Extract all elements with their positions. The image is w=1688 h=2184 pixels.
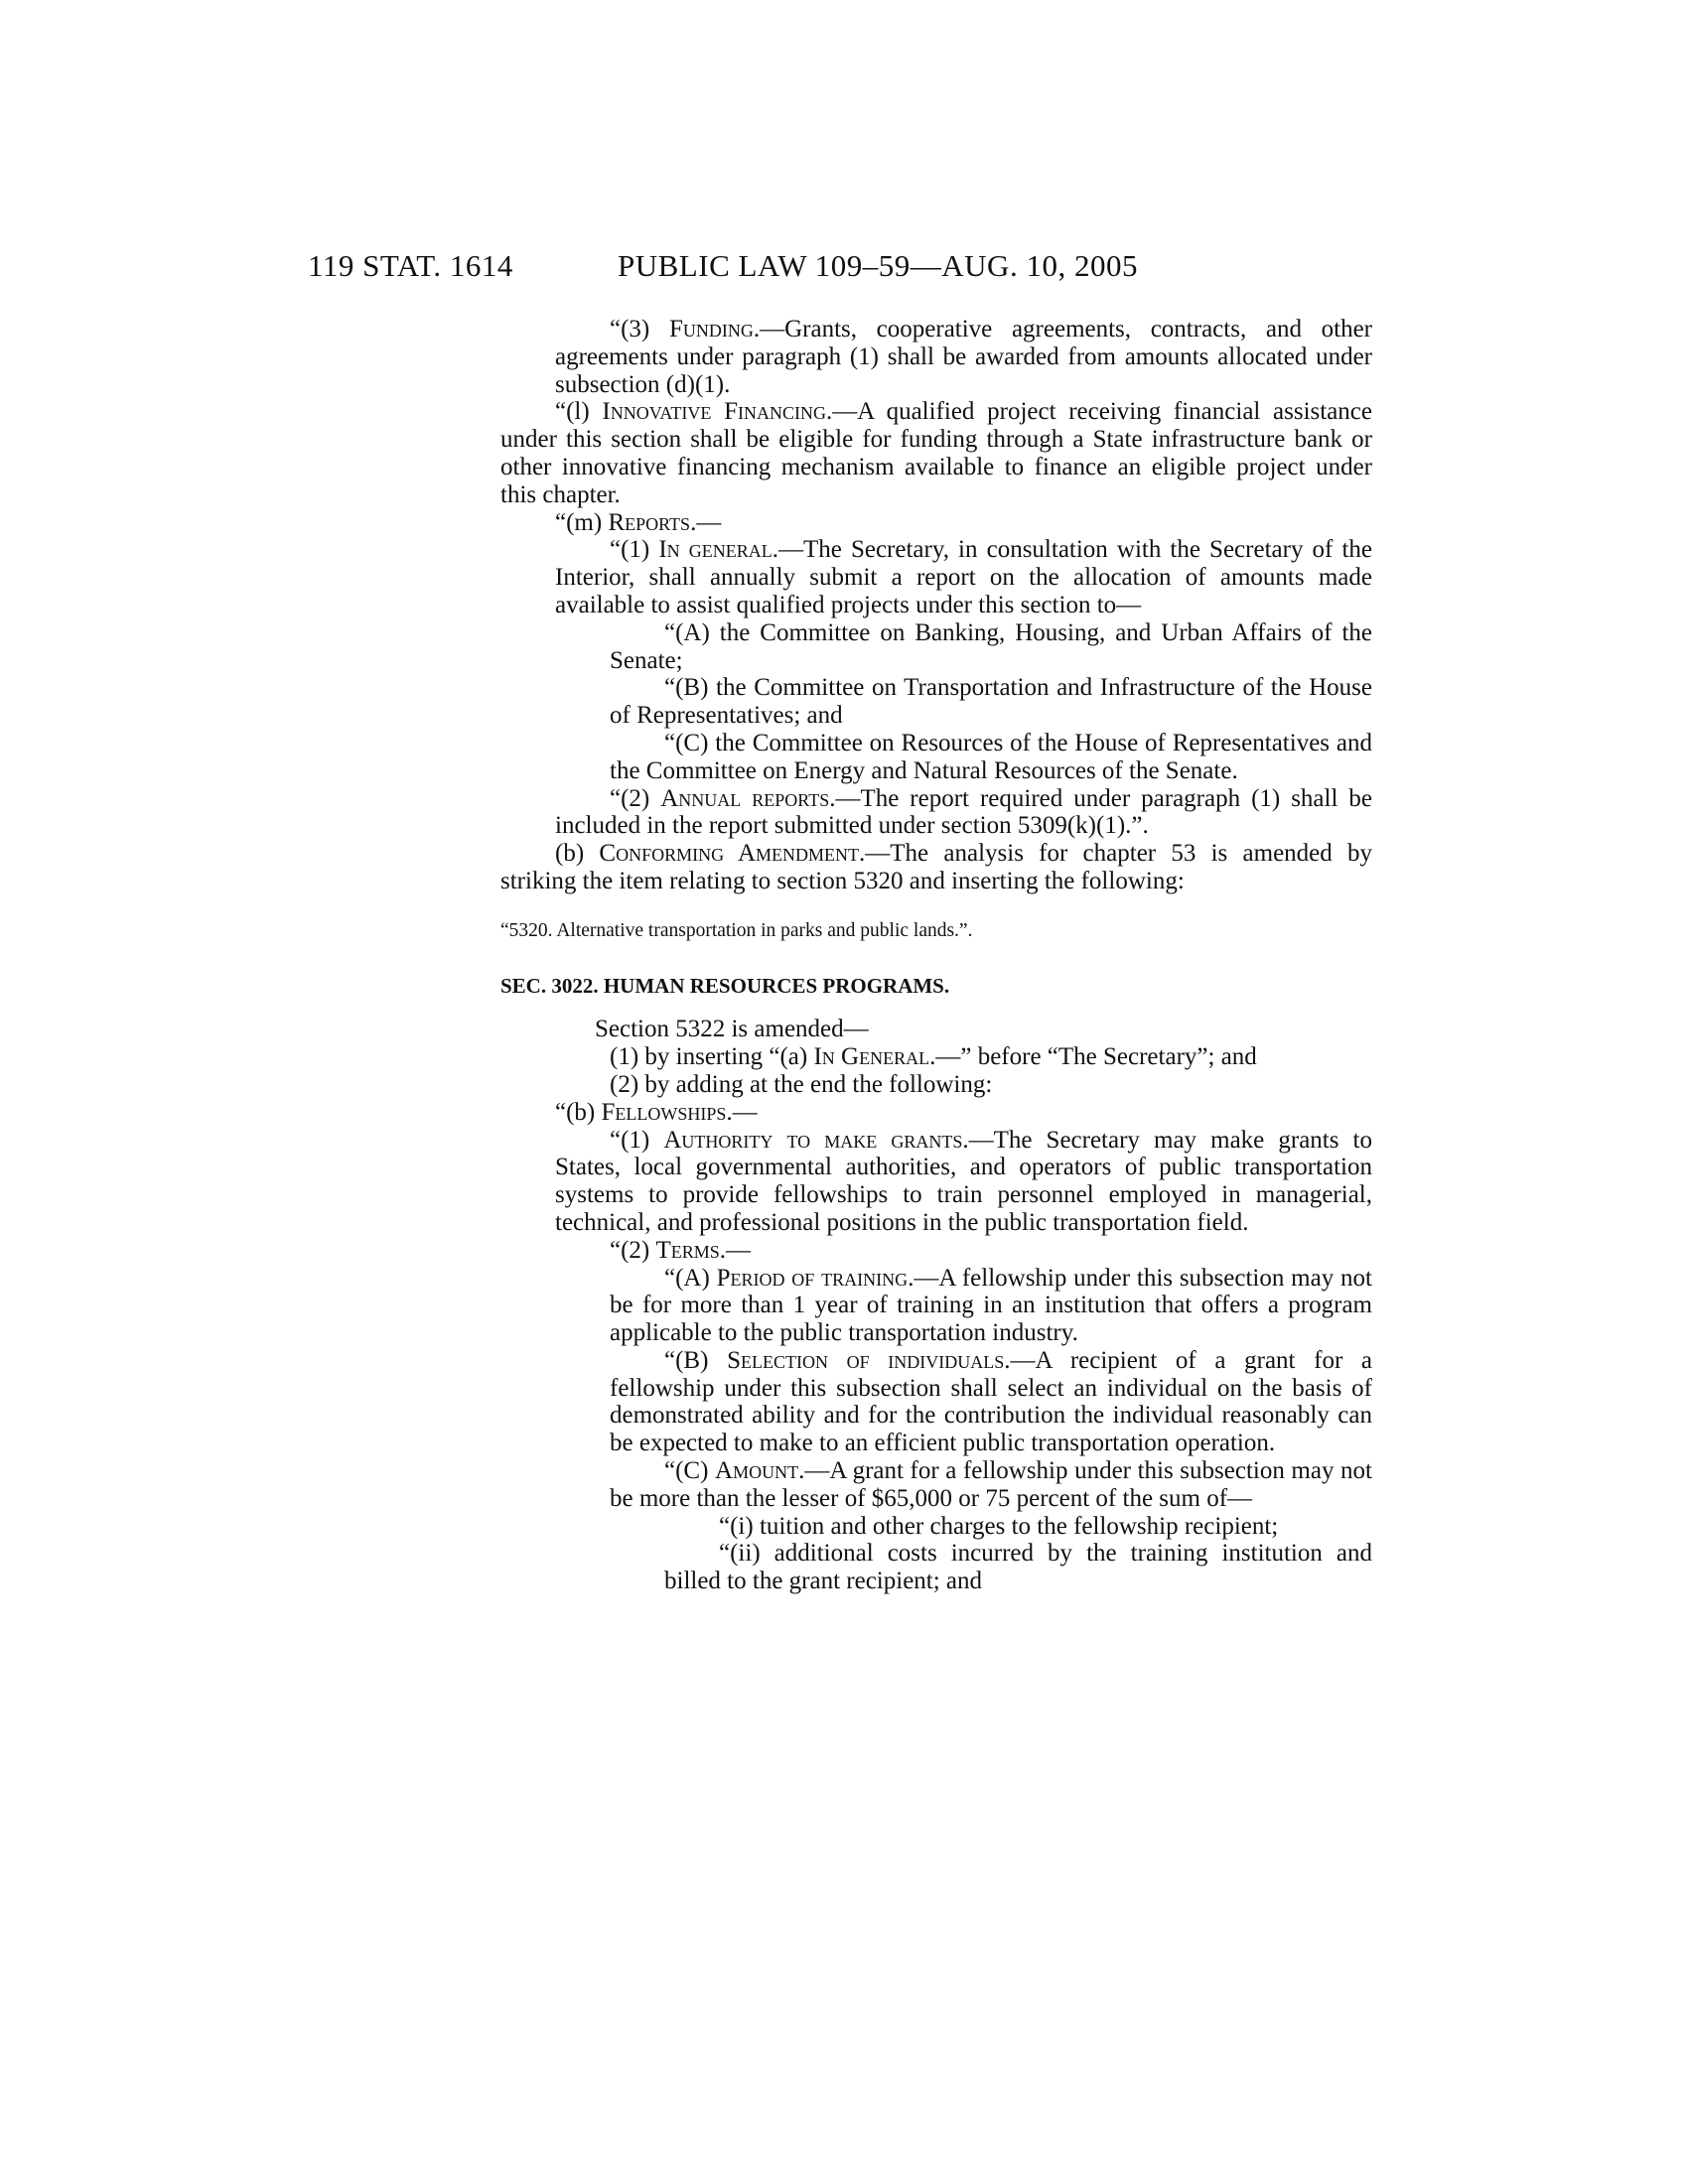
paragraph-committee-a: “(A) the Committee on Banking, Housing, and Urban Affairs of the Senate; <box>610 618 1372 674</box>
paragraph-innovative-financing: “(l) Innovative Financing.—A qualified project receiving financial assistance under this section shall be eligible for funding through a State infrastructure bank or other innovative financing mechanism available to finance an eligible project under this chapter. <box>500 398 1373 508</box>
paragraph-section-amended: Section 5322 is amended— <box>595 1016 869 1043</box>
paragraph-reports: “(m) Reports.— <box>555 508 722 536</box>
paragraph-tuition: “(i) tuition and other charges to the fellowship recipient; <box>719 1512 1279 1540</box>
paragraph-amendment-1: (1) by inserting “(a) In General.—” before “The Secretary”; and <box>610 1043 1257 1071</box>
paragraph-conforming-amendment: (b) Conforming Amendment.—The analysis for chapter 53 is amended by striking the item relating to section 5320 and inserting the following: <box>500 840 1373 894</box>
paragraph-fellowships: “(b) Fellowships.— <box>555 1098 758 1126</box>
paragraph-committee-b: “(B) the Committee on Transportation and Infrastructure of the House of Representatives; and <box>610 674 1372 730</box>
paragraph-reports-in-general: “(1) In general.—The Secretary, in consultation with the Secretary of the Interior, shall annually submit a report on the allocation of amounts made available to assist qualified projects under this section to— <box>555 536 1372 618</box>
paragraph-period-of-training: “(A) Period of training.—A fellowship under this subsection may not be for more than 1 year of training in an institution that offers a program applicable to the public transportation industry. <box>610 1264 1372 1347</box>
paragraph-amendment-2: (2) by adding at the end the following: <box>610 1070 993 1098</box>
running-title: PUBLIC LAW 109–59—AUG. 10, 2005 <box>618 248 1138 283</box>
paragraph-funding: “(3) Funding.—Grants, cooperative agreements, contracts, and other agreements under paragraph (1) shall be awarded from amounts allocated under subsection (d)(1). <box>555 316 1373 398</box>
statute-page-number: 119 STAT. 1614 <box>308 248 513 283</box>
paragraph-amount: “(C) Amount.—A grant for a fellowship under this subsection may not be more than the lesser of $65,000 or 75 percent of the sum of— <box>610 1457 1373 1512</box>
paragraph-authority-to-make-grants: “(1) Authority to make grants.—The Secretary may make grants to States, local governmental authorities, and operators of public transportation systems to provide fellowships to train personnel employed in managerial, technical, and professional positions in the public transportation field. <box>555 1126 1372 1236</box>
section-heading: SEC. 3022. HUMAN RESOURCES PROGRAMS. <box>500 973 950 998</box>
page-header <box>0 248 1688 288</box>
paragraph-selection-of-individuals: “(B) Selection of individuals.—A recipient of a grant for a fellowship under this subsection shall select an individual on the basis of demonstrated ability and for the contribution the individual reasonably can be expected to make to an efficient public transportation operation. <box>610 1346 1373 1457</box>
paragraph-committee-c: “(C) the Committee on Resources of the House of Representatives and the Committee on Energy and Natural Resources of the Senate. <box>610 729 1372 784</box>
table-of-contents-entry: “5320. Alternative transportation in parks and public lands.”. <box>500 919 973 941</box>
paragraph-terms: “(2) Terms.— <box>610 1236 752 1264</box>
paragraph-additional-costs: “(ii) additional costs incurred by the training institution and billed to the grant recipient; and <box>664 1540 1372 1595</box>
document-body <box>500 316 1372 1595</box>
paragraph-annual-reports: “(2) Annual reports.—The report required under paragraph (1) shall be included in the report submitted under section 5309(k)(1).”. <box>555 784 1372 840</box>
